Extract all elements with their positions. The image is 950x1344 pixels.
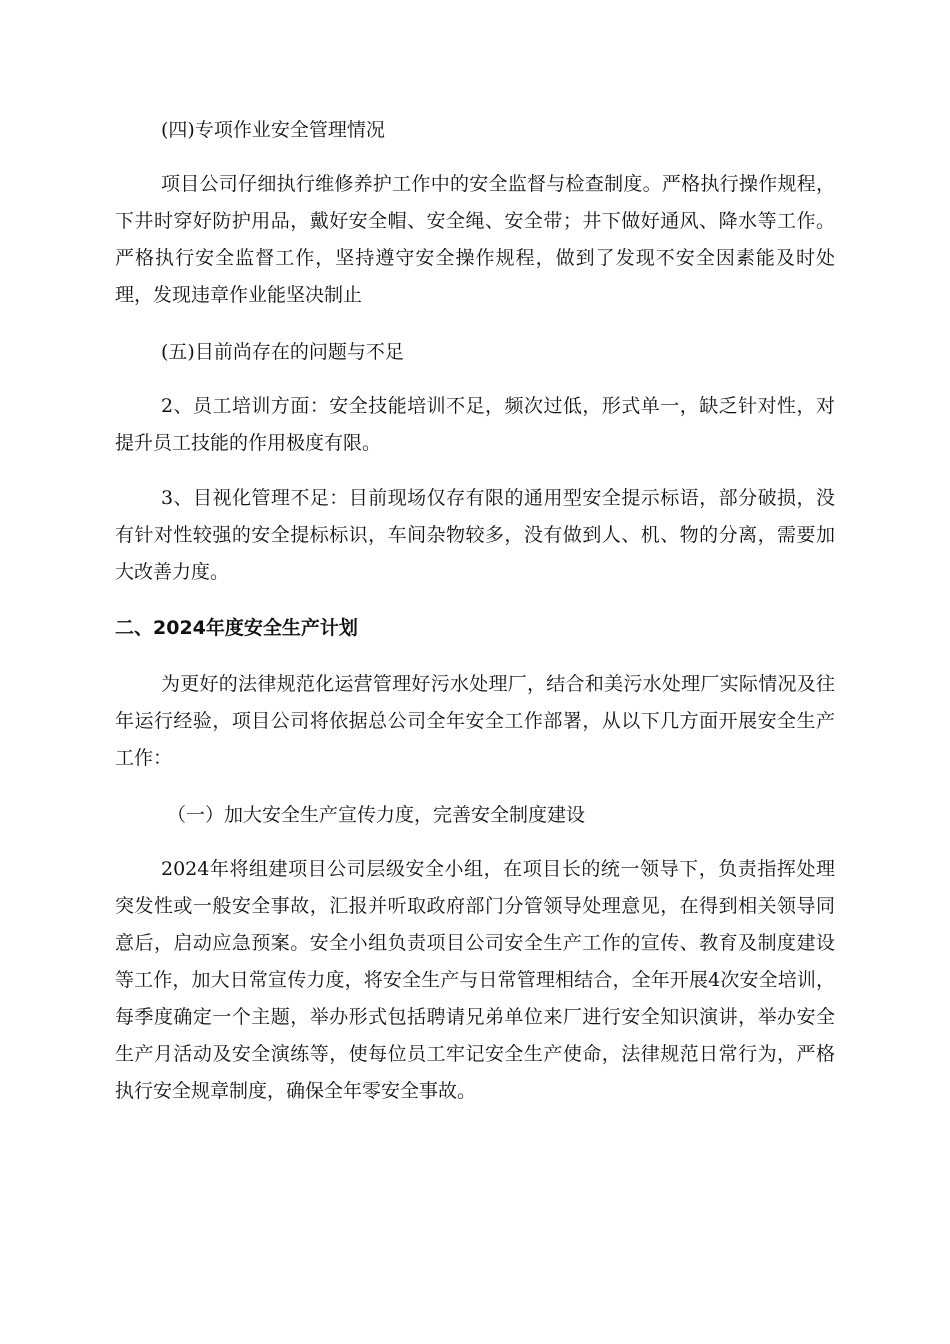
subsection-heading-5: (五)目前尚存在的问题与不足 xyxy=(161,341,404,363)
paragraph-training-issue: 2、员工培训方面：安全技能培训不足，频次过低，形式单一，缺乏针对性，对提升员工技能的作用极度有限。 xyxy=(115,395,835,454)
paragraph-safety-group: 2024年将组建项目公司层级安全小组，在项目长的统一领导下，负责指挥处理突发性或一般安全事故，汇报并听取政府部门分管领导处理意见，在得到相关领导同意后，启动应急预案。安全小组负责项目公司安全生产工作的宣传、教育及制度建设等工作，加大日常宣传力度，将安全生产与日常管理相结合，全年开展4次安全培训，每季度确定一个主题，举办形式包括聘请兄弟单位来厂进行安全知识演讲，举办安全生产月活动及安全演练等，使每位员工牢记安全生产使命，法律规范日常行为，严格执行安全规章制度，确保全年零安全事故。 xyxy=(115,858,835,1102)
paragraph-special-operations: 项目公司仔细执行维修养护工作中的安全监督与检查制度。严格执行操作规程，下井时穿好防护用品，戴好安全帽、安全绳、安全带；井下做好通风、降水等工作。严格执行安全监督工作，坚持遵守安全操作规程，做到了发现不安全因素能及时处理，发现违章作业能坚决制止 xyxy=(115,173,835,306)
subsection-heading-publicity: （一）加大安全生产宣传力度，完善安全制度建设 xyxy=(167,804,586,826)
paragraph-plan-intro: 为更好的法律规范化运营管理好污水处理厂，结合和美污水处理厂实际情况及往年运行经验，项目公司将依据总公司全年安全工作部署，从以下几方面开展安全生产工作： xyxy=(115,673,835,769)
section-heading-2024-plan: 二、2024年度安全生产计划 xyxy=(115,617,358,639)
paragraph-visual-management-issue: 3、目视化管理不足：目前现场仅存有限的通用型安全提示标语，部分破损，没有针对性较强的安全提标标识，车间杂物较多，没有做到人、机、物的分离，需要加大改善力度。 xyxy=(115,487,835,583)
subsection-heading-4: (四)专项作业安全管理情况 xyxy=(161,119,385,141)
